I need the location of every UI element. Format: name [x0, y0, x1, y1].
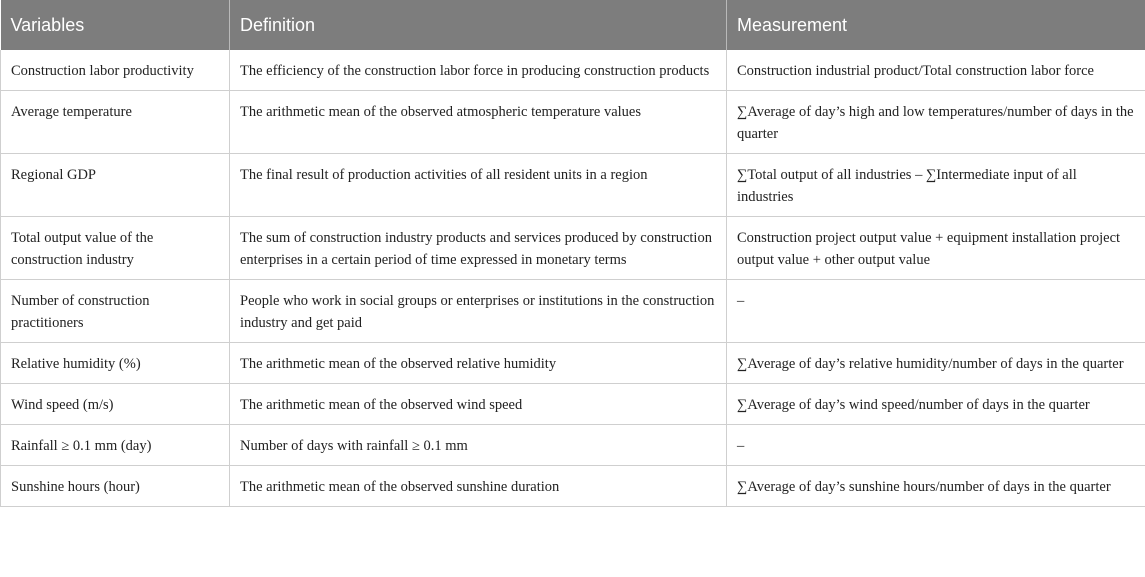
- cell-measurement: ∑Average of day’s relative humidity/number of days in the quarter: [727, 343, 1145, 384]
- cell-measurement: Construction industrial product/Total construction labor force: [727, 50, 1145, 91]
- cell-variable: Rainfall ≥ 0.1 mm (day): [1, 425, 230, 466]
- cell-definition: The arithmetic mean of the observed atmospheric temperature values: [230, 91, 727, 154]
- cell-definition: The efficiency of the construction labor force in producing construction products: [230, 50, 727, 91]
- cell-definition: People who work in social groups or enterprises or institutions in the construction industry and get paid: [230, 280, 727, 343]
- cell-measurement: ∑Average of day’s wind speed/number of days in the quarter: [727, 384, 1145, 425]
- cell-measurement: Construction project output value + equipment installation project output value + other output value: [727, 217, 1145, 280]
- cell-variable: Total output value of the construction industry: [1, 217, 230, 280]
- cell-variable: Relative humidity (%): [1, 343, 230, 384]
- cell-definition: The arithmetic mean of the observed wind speed: [230, 384, 727, 425]
- cell-variable: Wind speed (m/s): [1, 384, 230, 425]
- cell-variable: Number of construction practitioners: [1, 280, 230, 343]
- cell-definition: Number of days with rainfall ≥ 0.1 mm: [230, 425, 727, 466]
- header-measurement: Measurement: [727, 0, 1145, 50]
- cell-variable: Construction labor productivity: [1, 50, 230, 91]
- cell-definition: The sum of construction industry products and services produced by construction enterprises in a certain period of time expressed in monetary terms: [230, 217, 727, 280]
- cell-measurement: ∑Total output of all industries – ∑Intermediate input of all industries: [727, 154, 1145, 217]
- header-definition: Definition: [230, 0, 727, 50]
- cell-measurement: ∑Average of day’s high and low temperatures/number of days in the quarter: [727, 91, 1145, 154]
- table-row: [1, 425, 1145, 466]
- cell-variable: Regional GDP: [1, 154, 230, 217]
- table-row: [1, 466, 1145, 507]
- table-row: [1, 384, 1145, 425]
- cell-definition: The arithmetic mean of the observed relative humidity: [230, 343, 727, 384]
- table-row: [1, 343, 1145, 384]
- cell-definition: The arithmetic mean of the observed sunshine duration: [230, 466, 727, 507]
- header-row: [1, 0, 1145, 50]
- table-row: [1, 280, 1145, 343]
- table-row: [1, 217, 1145, 280]
- cell-definition: The final result of production activities of all resident units in a region: [230, 154, 727, 217]
- cell-measurement: –: [727, 425, 1145, 466]
- cell-measurement: –: [727, 280, 1145, 343]
- cell-variable: Sunshine hours (hour): [1, 466, 230, 507]
- table-row: [1, 50, 1145, 91]
- table-row: [1, 154, 1145, 217]
- cell-measurement: ∑Average of day’s sunshine hours/number of days in the quarter: [727, 466, 1145, 507]
- cell-variable: Average temperature: [1, 91, 230, 154]
- table-row: [1, 91, 1145, 154]
- header-variables: Variables: [1, 0, 230, 50]
